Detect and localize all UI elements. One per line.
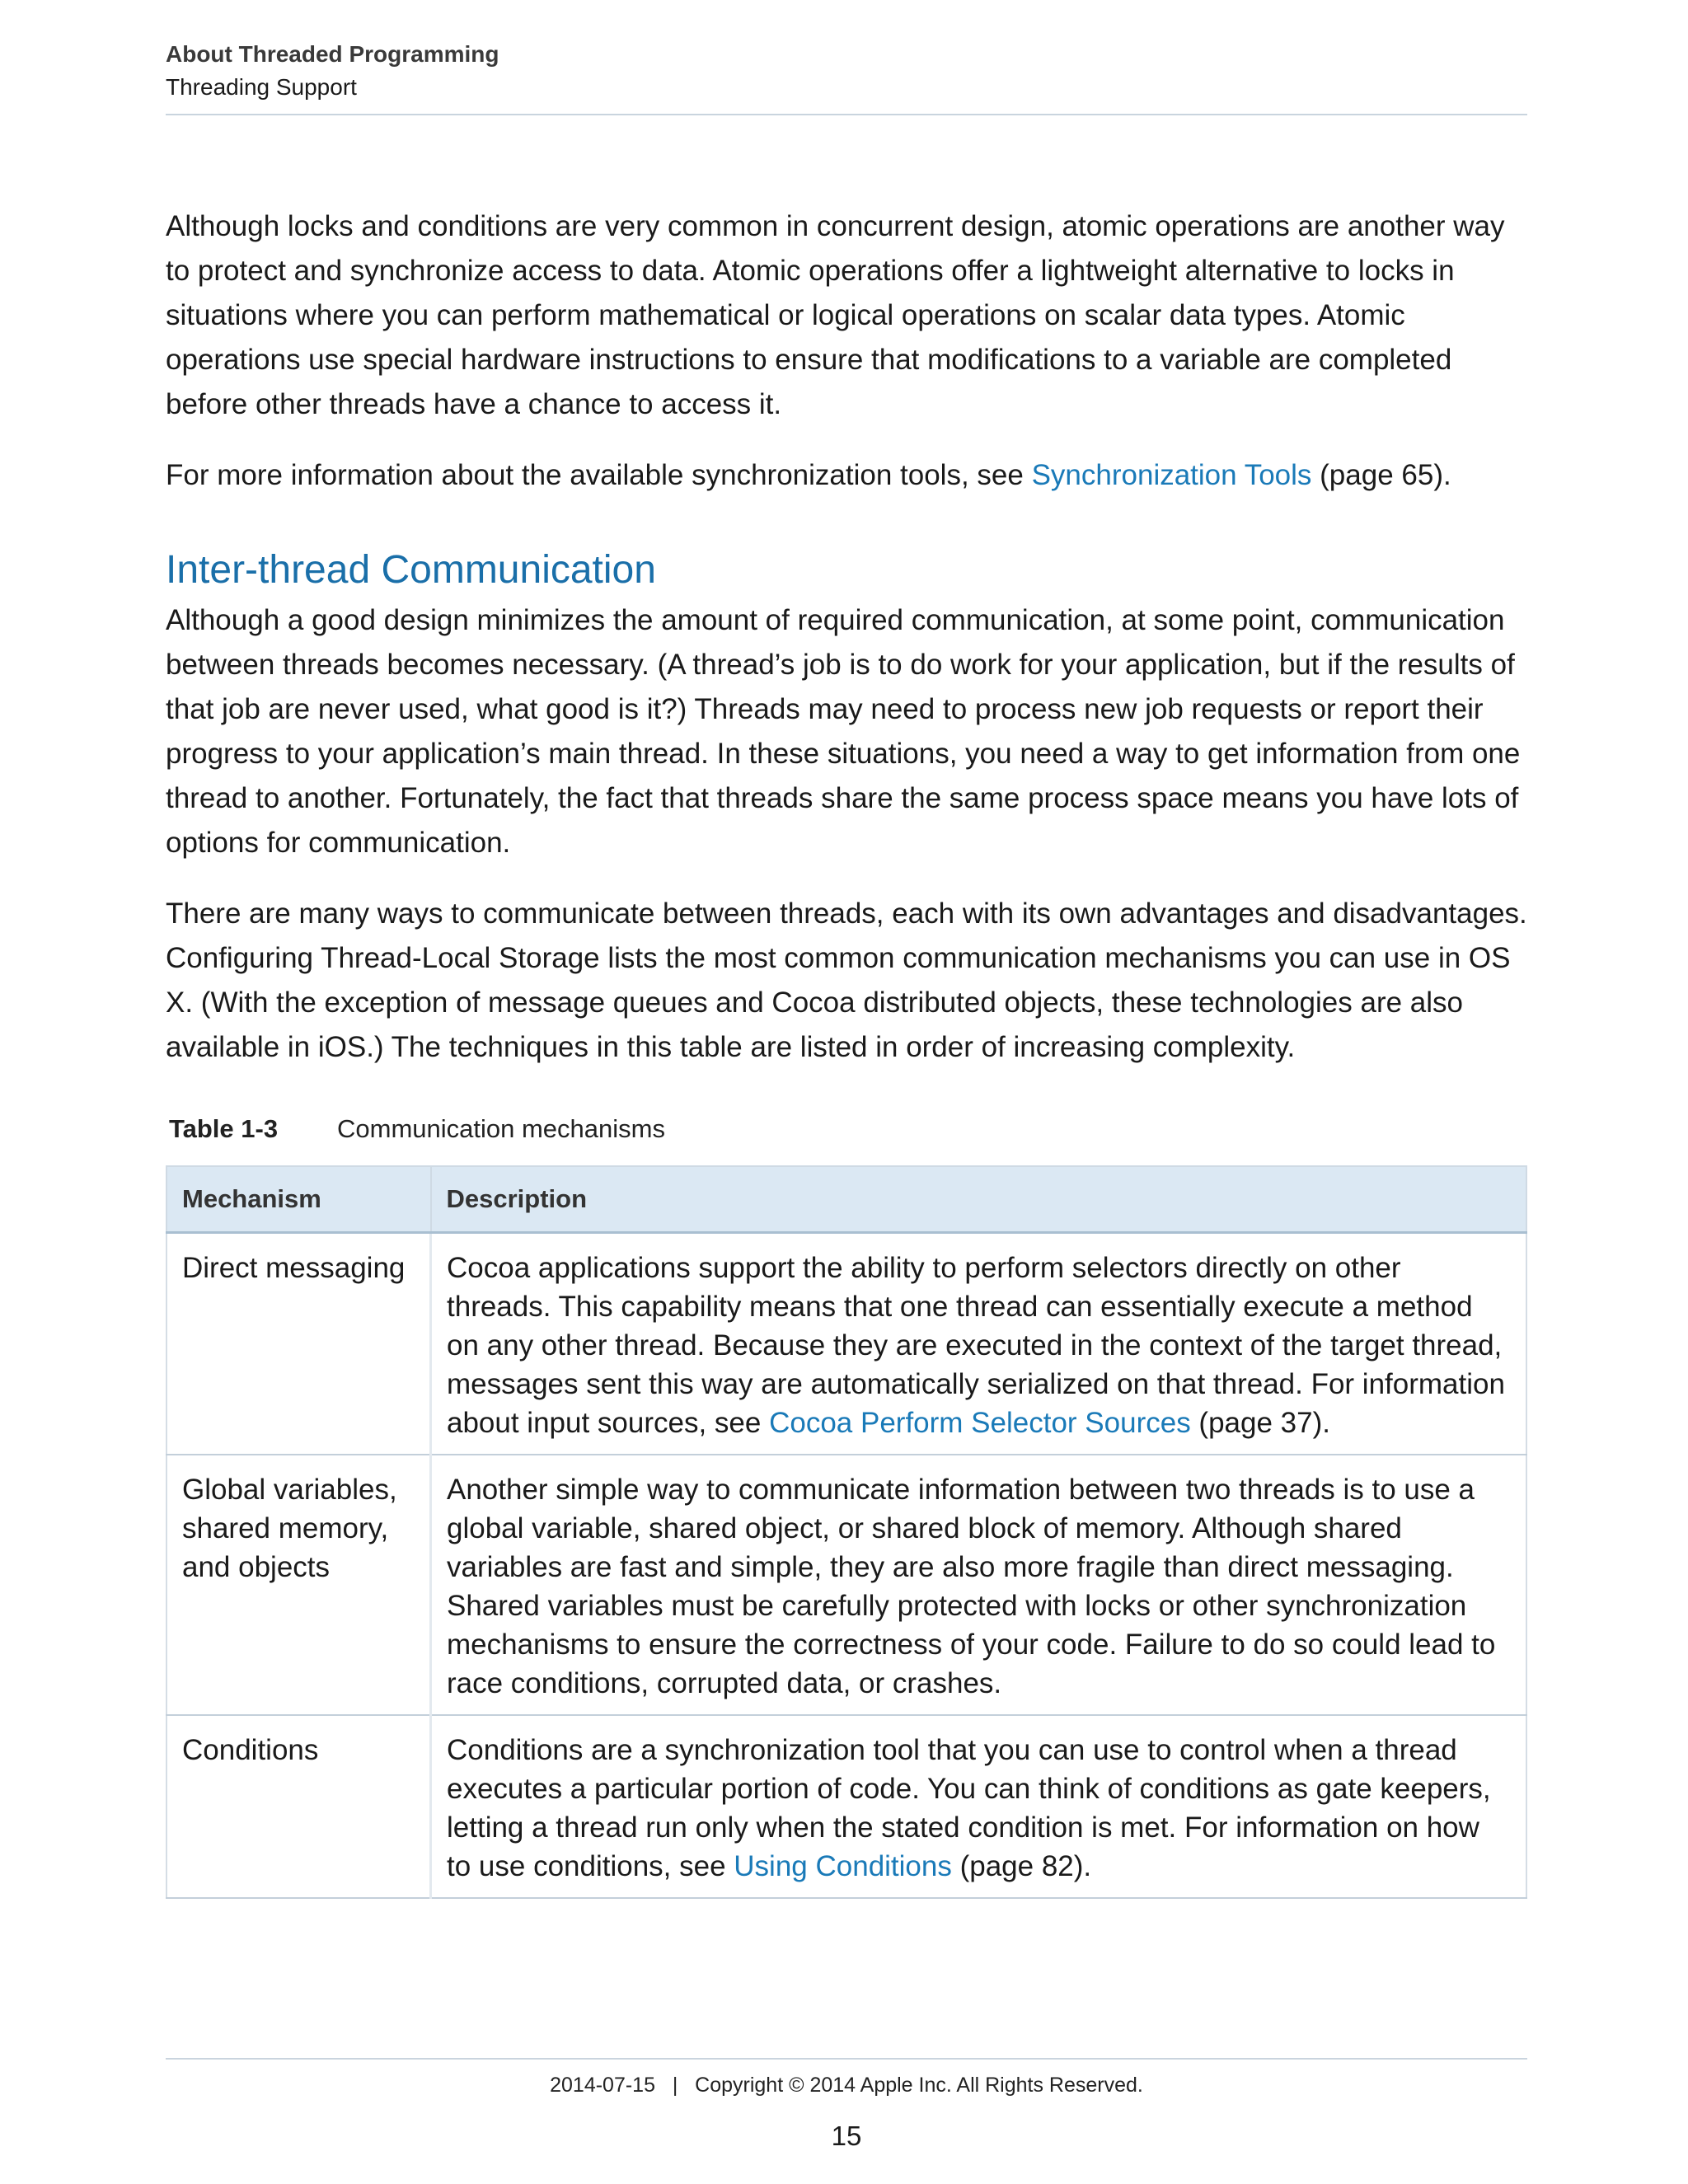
table-number: Table 1-3 — [169, 1114, 279, 1143]
tools-text-suffix: (page 65). — [1311, 459, 1451, 491]
description-cell — [431, 1715, 1527, 1898]
main-content — [166, 204, 1527, 1899]
table-header-row — [166, 1166, 1526, 1233]
mechanisms-paragraph: There are many ways to communicate between threads, each with its own advantages and disadvantages. Configuring Thread-Local Storage lists the most common communication mechanisms you can use in OS X. (With the exception of message queues and Cocoa distributed objects, these technologies are also available in iOS.) The techniques in this table are listed in order of increasing complexity. — [166, 898, 1527, 1063]
description-suffix: (page 37). — [1190, 1407, 1330, 1439]
column-header-description: Description — [431, 1166, 1527, 1233]
footer-copyright: 2014-07-15 | Copyright © 2014 Apple Inc. All Rights Reserved. — [550, 2074, 1143, 2097]
description-text: Cocoa applications support the ability to perform selectors directly on other threads. This capability means that one thread can essentially execute a method on any other thread. Because they are executed in the context of the target thread, messages sent this way are automatically serialized on that thread. For information about input sources, see — [447, 1252, 1505, 1439]
synchronization-tools-link[interactable]: Synchronization Tools — [1031, 459, 1312, 491]
using-conditions-link[interactable]: Using Conditions — [734, 1850, 952, 1882]
table-row — [166, 1715, 1526, 1898]
intro-paragraph-atomic: Although locks and conditions are very common in concurrent design, atomic operations are another way to protect and synchronize access to data. Atomic operations offer a lightweight alternative to locks in situations where you can perform mathematical or logical operations on scalar data types. Atomic operations use special hardware instructions to ensure that modifications to a variable are completed before other threads have a chance to access it. — [166, 210, 1505, 420]
description-cell — [431, 1455, 1527, 1715]
description-suffix: (page 82). — [951, 1850, 1092, 1882]
communication-paragraph: Although a good design minimizes the amount of required communication, at some point, communication between threads becomes necessary. (A thread’s job is to do work for your application, but if the results of that job are never used, what good is it?) Threads may need to process new job requests or report their progress to your application’s main thread. In these situations, you need a way to get information from one thread to another. Fortunately, the fact that threads share the same process space means you have lots of options for communication. — [166, 604, 1521, 859]
chapter-title: About Threaded Programming — [166, 41, 499, 67]
communication-mechanisms-table — [166, 1165, 1527, 1899]
header-section-title: Threading Support — [166, 74, 357, 100]
mechanism-cell: Conditions — [166, 1715, 431, 1898]
cocoa-perform-selector-sources-link[interactable]: Cocoa Perform Selector Sources — [769, 1407, 1191, 1439]
description-text: Another simple way to communicate information between two threads is to use a global variable, shared object, or shared block of memory. Although shared variables are fast and simple, they are also more fragile than direct messaging. Shared variables must be carefully protected with locks or other synchronization mechanisms to ensure the correctness of your code. Failure to do so could lead to race conditions, corrupted data, or crashes. — [447, 1474, 1496, 1699]
tools-text-prefix: For more information about the available synchronization tools, see — [166, 459, 1032, 491]
table-title: Communication mechanisms — [337, 1114, 665, 1143]
footer-divider — [166, 2058, 1527, 2060]
table-row — [166, 1455, 1526, 1715]
page-header — [166, 38, 1527, 104]
intro-paragraph-tools — [166, 453, 1527, 498]
column-header-mechanism: Mechanism — [166, 1166, 431, 1233]
header-divider — [166, 114, 1527, 115]
description-text: Conditions are a synchronization tool that you can use to control when a thread executes a particular portion of code. You can think of conditions as gate keepers, letting a thread run only when the stated condition is met. For information on how to use conditions, see — [447, 1734, 1491, 1882]
mechanism-cell: Global variables, shared memory, and objects — [166, 1455, 431, 1715]
section-heading: Inter-thread Communication — [166, 548, 656, 592]
table-caption — [166, 1111, 1527, 1147]
mechanism-cell: Direct messaging — [166, 1233, 431, 1455]
description-cell — [431, 1233, 1527, 1455]
page-number: 15 — [831, 2121, 862, 2151]
table-row — [166, 1233, 1526, 1455]
